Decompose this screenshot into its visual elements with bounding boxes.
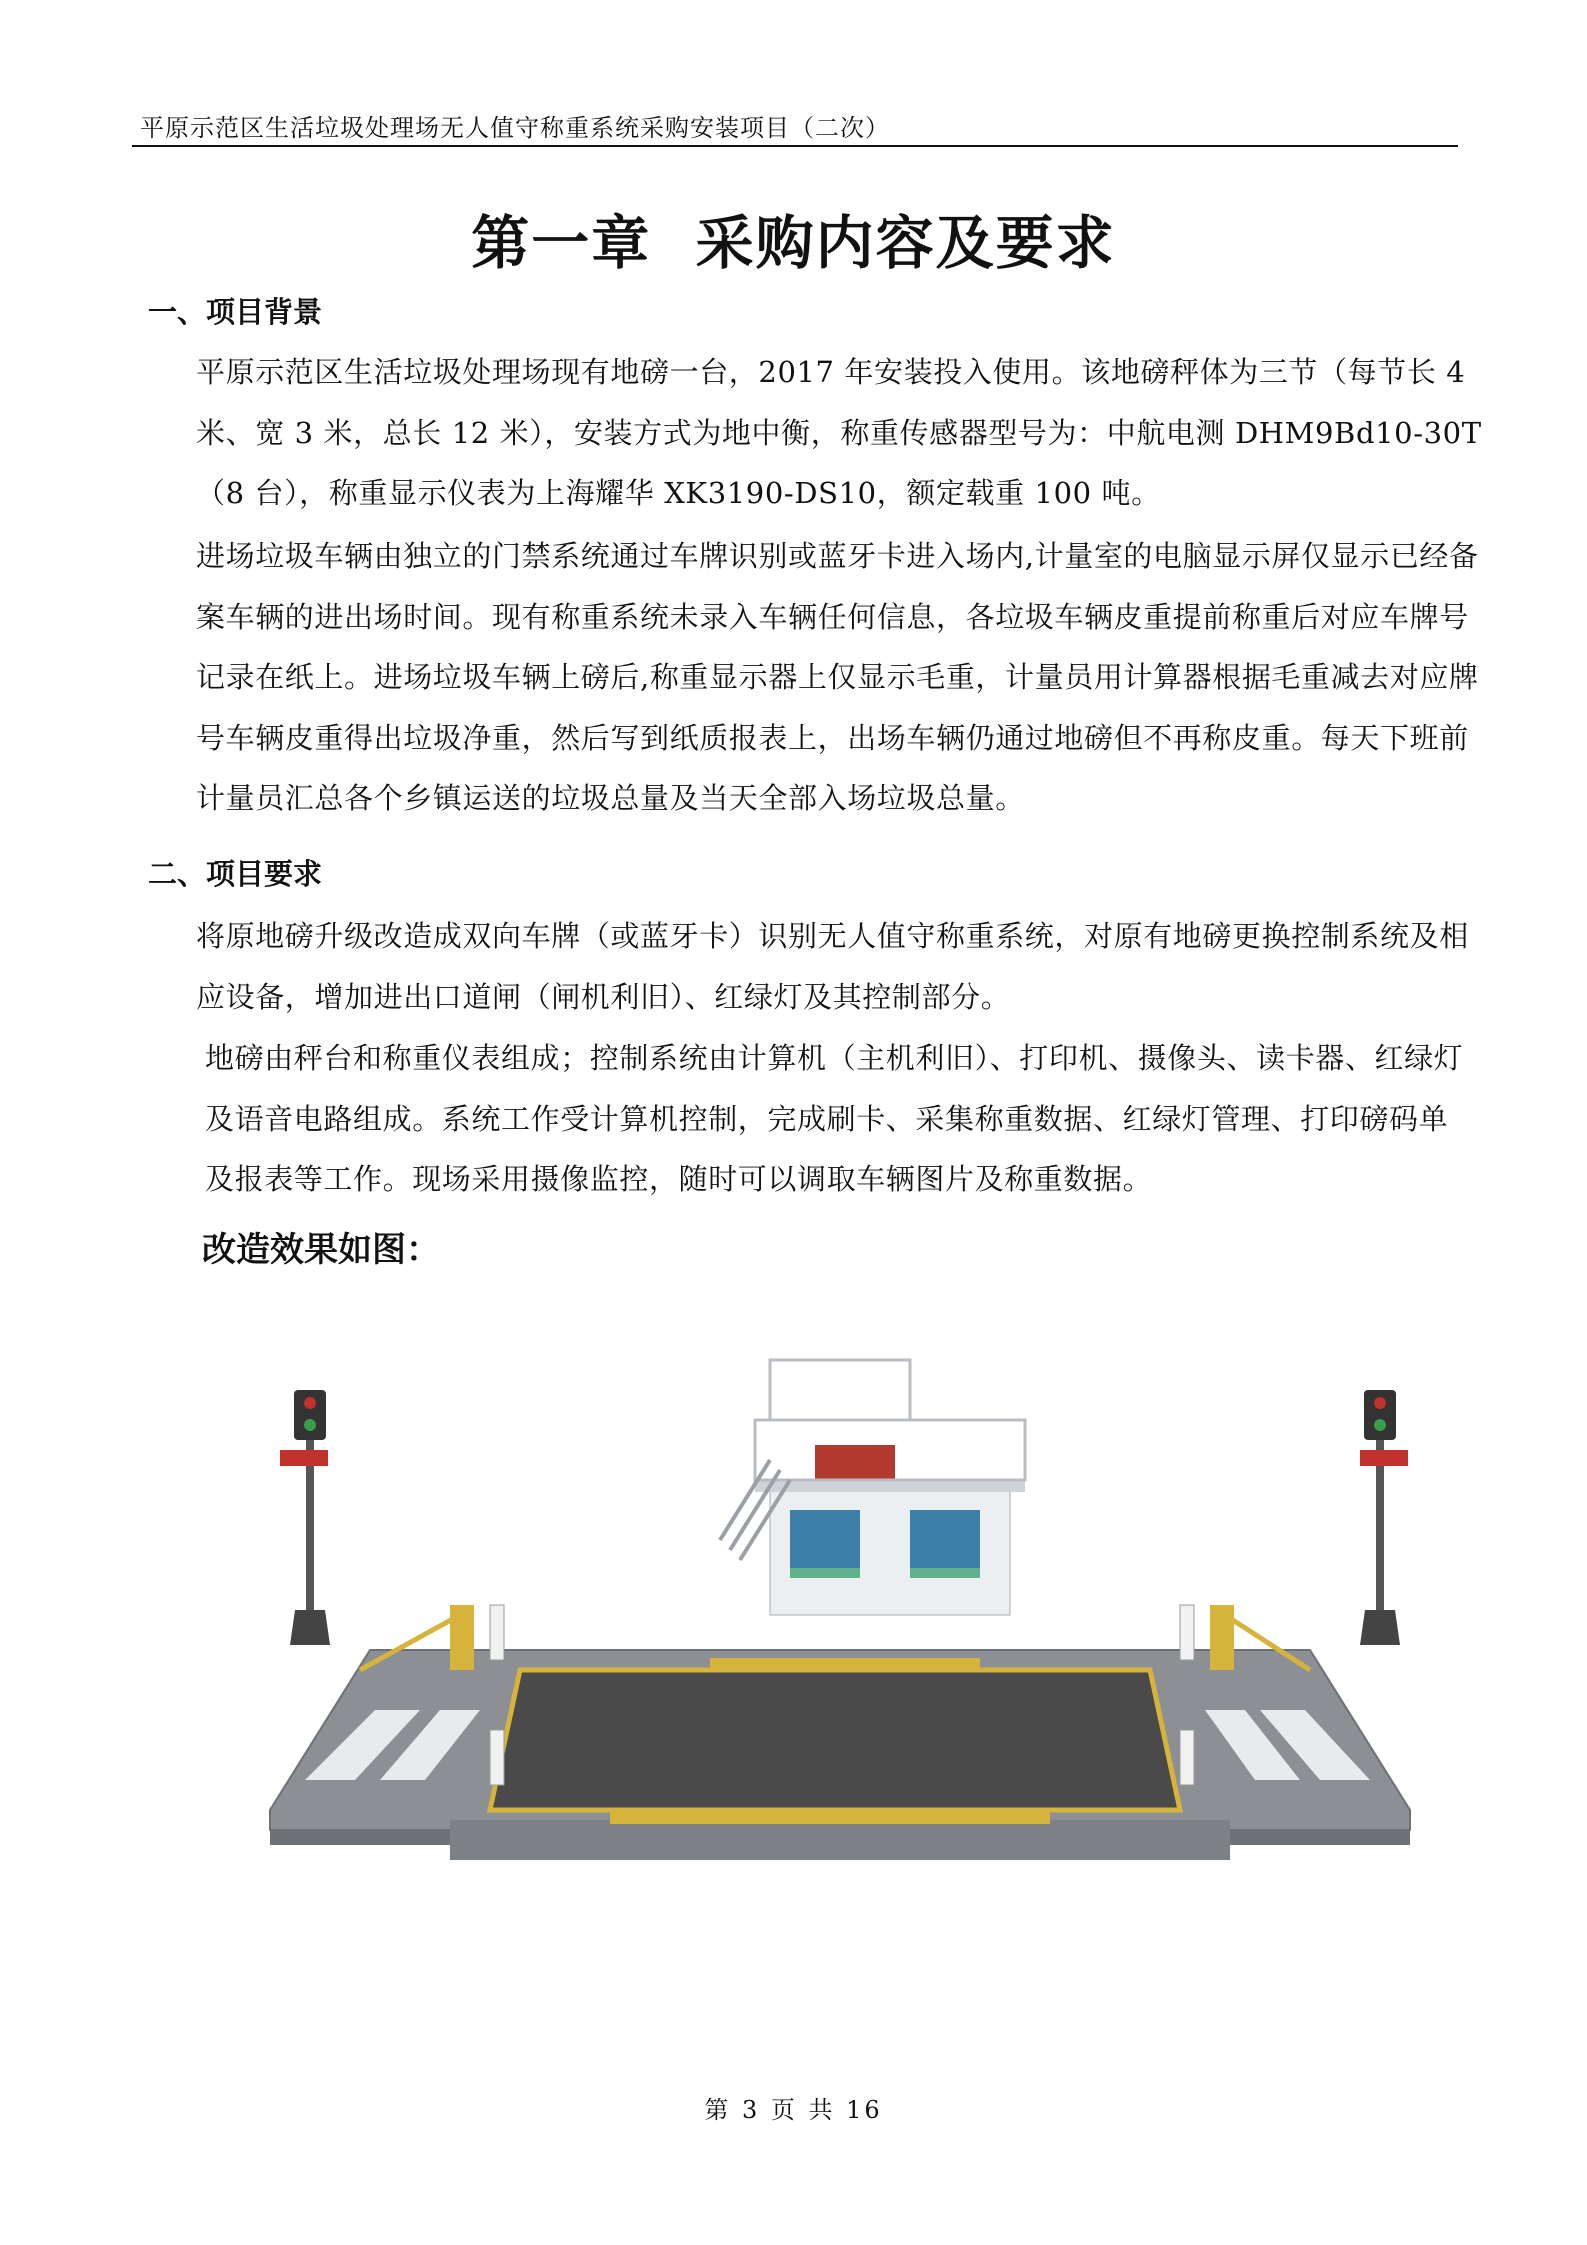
paragraph-background-1 xyxy=(132,342,1492,524)
signal-light-left-green xyxy=(304,1419,316,1431)
signal-light-right-red xyxy=(1374,1397,1386,1409)
paragraph-text: 平原示范区生活垃圾处理场现有地磅一台，2017 年安装投入使用。该地磅秤体为三节（每节长 4 米、宽 3 米，总长 12 米），安装方式为地中衡，称重传感器型号为：中航电测 DHM9Bd10-30T（8 台），称重显示仪表为上海耀华 XK3190-DS10，额定载重 100 吨。 xyxy=(196,355,1482,510)
running-header: 平原示范区生活垃圾处理场无人值守称重系统采购安装项目（二次） xyxy=(140,114,890,142)
figure-caption: 改造效果如图： xyxy=(202,1230,440,1270)
header-rule xyxy=(132,145,1458,147)
paragraph-text: 进场垃圾车辆由独立的门禁系统通过车牌识别或蓝牙卡进入场内,计量室的电脑显示屏仅显示已经备案车辆的进出场时间。现有称重系统未录入车辆任何信息，各垃圾车辆皮重提前称重后对应车牌号记录在纸上。进场垃圾车辆上磅后,称重显示器上仅显示毛重，计量员用计算器根据毛重减去对应牌号车辆皮重得出垃圾净重，然后写到纸质报表上，出场车辆仍通过地磅但不再称皮重。每天下班前计量员汇总各个乡镇运送的垃圾总量及当天全部入场垃圾总量。 xyxy=(196,539,1479,815)
signal-base-right xyxy=(1360,1610,1400,1645)
signal-light-right-green xyxy=(1374,1419,1386,1431)
paragraph-background-2 xyxy=(132,526,1492,831)
paragraph-requirements-2 xyxy=(145,1028,1465,1210)
chapter-title: 第一章 采购内容及要求 xyxy=(471,209,1116,277)
stair-cage xyxy=(770,1360,910,1420)
display-sign-left xyxy=(280,1450,328,1466)
card-reader-left-front xyxy=(490,1730,504,1785)
lower-apron xyxy=(450,1820,1230,1860)
signal-base-left xyxy=(290,1610,330,1645)
card-reader-right-front xyxy=(1180,1730,1194,1785)
section-heading-requirements: 二、项目要求 xyxy=(148,857,323,891)
deck-ramp-bottom xyxy=(610,1808,1050,1824)
paragraph-requirements-1 xyxy=(132,906,1492,1028)
weighbridge-illustration xyxy=(250,1340,1440,1860)
display-sign-right xyxy=(1360,1450,1408,1466)
card-reader-left xyxy=(490,1605,504,1660)
section-heading-background: 一、项目背景 xyxy=(148,295,323,329)
booth-window-left xyxy=(790,1510,860,1570)
roof-display-board xyxy=(815,1445,895,1480)
paragraph-text: 将原地磅升级改造成双向车牌（或蓝牙卡）识别无人值守称重系统，对原有地磅更换控制系统及相应设备，增加进出口道闸（闸机利旧）、红绿灯及其控制部分。 xyxy=(196,919,1469,1014)
booth-window-right xyxy=(910,1510,980,1570)
scale-deck xyxy=(490,1670,1180,1810)
barrier-gate-right xyxy=(1210,1605,1234,1670)
deck-ramp-top xyxy=(710,1658,980,1670)
page-footer: 第 3 页 共 16 xyxy=(704,2096,883,2124)
barrier-gate-left xyxy=(450,1605,474,1670)
signal-light-left-red xyxy=(304,1397,316,1409)
booth-base-stripe xyxy=(790,1568,860,1578)
paragraph-text: 地磅由秤台和称重仪表组成；控制系统由计算机（主机利旧）、打印机、摄像头、读卡器、红绿灯及语音电路组成。系统工作受计算机控制，完成刷卡、采集称重数据、红绿灯管理、打印磅码单及报表等工作。现场采用摄像监控，随时可以调取车辆图片及称重数据。 xyxy=(205,1041,1464,1196)
card-reader-right xyxy=(1180,1605,1194,1660)
booth-base-stripe-right xyxy=(910,1568,980,1578)
booth-roof xyxy=(755,1480,1025,1492)
